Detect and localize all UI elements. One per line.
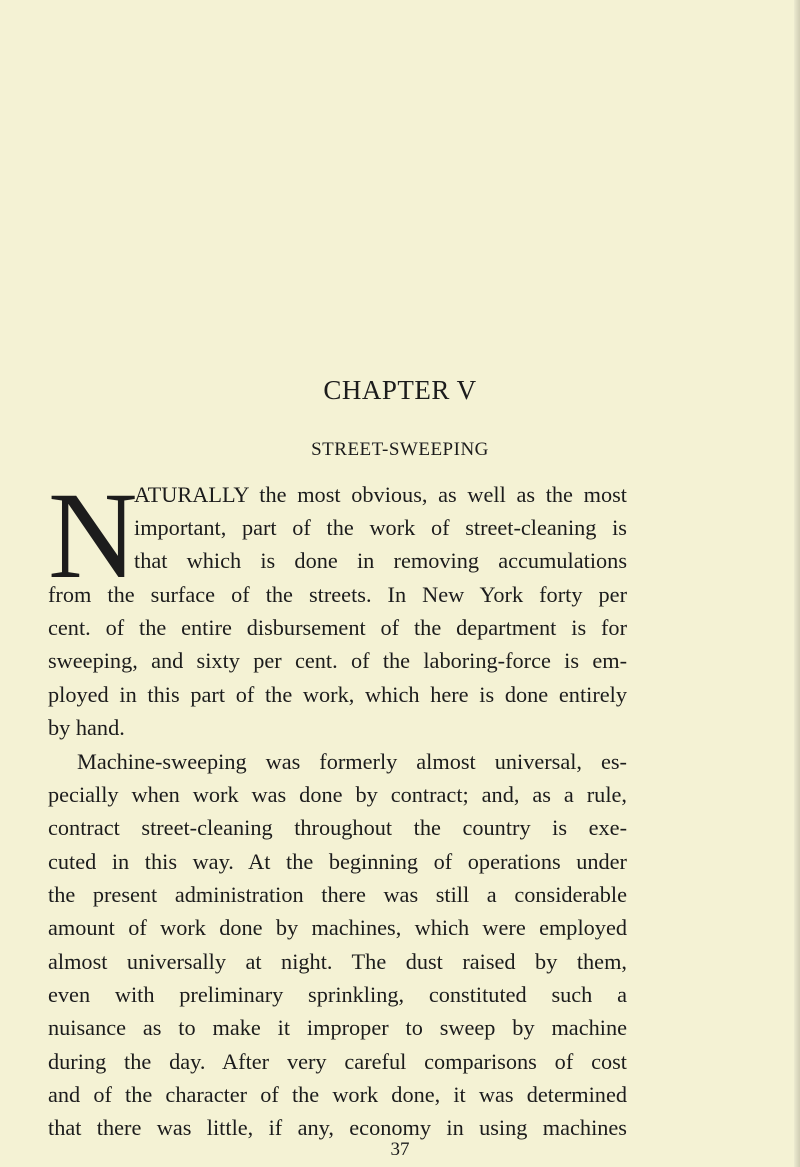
- page-edge: [794, 0, 800, 1167]
- paragraph-line: the present administration there was still a considerable: [48, 882, 627, 907]
- paragraph-line: during the day. After very careful comparisons of cost: [48, 1049, 627, 1074]
- paragraph-line: sweeping, and sixty per cent. of the laboring-force is em-: [48, 648, 627, 673]
- chapter-subtitle: STREET-SWEEPING: [311, 439, 489, 460]
- paragraph-line: ployed in this part of the work, which here is done entirely: [48, 682, 627, 707]
- paragraph-line: from the surface of the streets. In New York forty per: [48, 582, 627, 607]
- paragraph-line: even with preliminary sprinkling, constituted such a: [48, 982, 627, 1007]
- paragraph-line: amount of work done by machines, which were employed: [48, 915, 627, 940]
- drop-cap: N: [48, 467, 138, 604]
- paragraph-line: almost universally at night. The dust raised by them,: [48, 949, 627, 974]
- chapter-heading: CHAPTER V: [323, 375, 477, 405]
- page-number: 37: [390, 1139, 410, 1160]
- paragraph-line: nuisance as to make it improper to sweep by machine: [48, 1015, 627, 1040]
- paragraph-line: important, part of the work of street-cleaning is: [134, 515, 627, 540]
- paragraph-line: Machine-sweeping was formerly almost universal, es-: [77, 749, 627, 774]
- paragraph-line: ATURALLY the most obvious, as well as the most: [134, 482, 627, 507]
- paragraph-line: contract street-cleaning throughout the country is exe-: [48, 815, 627, 840]
- paragraph-line: cuted in this way. At the beginning of operations under: [48, 849, 627, 874]
- paragraph-line: and of the character of the work done, it was determined: [48, 1082, 627, 1107]
- paragraph-line: that which is done in removing accumulations: [134, 548, 627, 573]
- paragraph-line: that there was little, if any, economy in using machines: [48, 1115, 627, 1140]
- paragraph-line: cent. of the entire disbursement of the department is for: [48, 615, 627, 640]
- paragraph-line: by hand.: [48, 715, 125, 740]
- paragraph-line: pecially when work was done by contract; and, as a rule,: [48, 782, 627, 807]
